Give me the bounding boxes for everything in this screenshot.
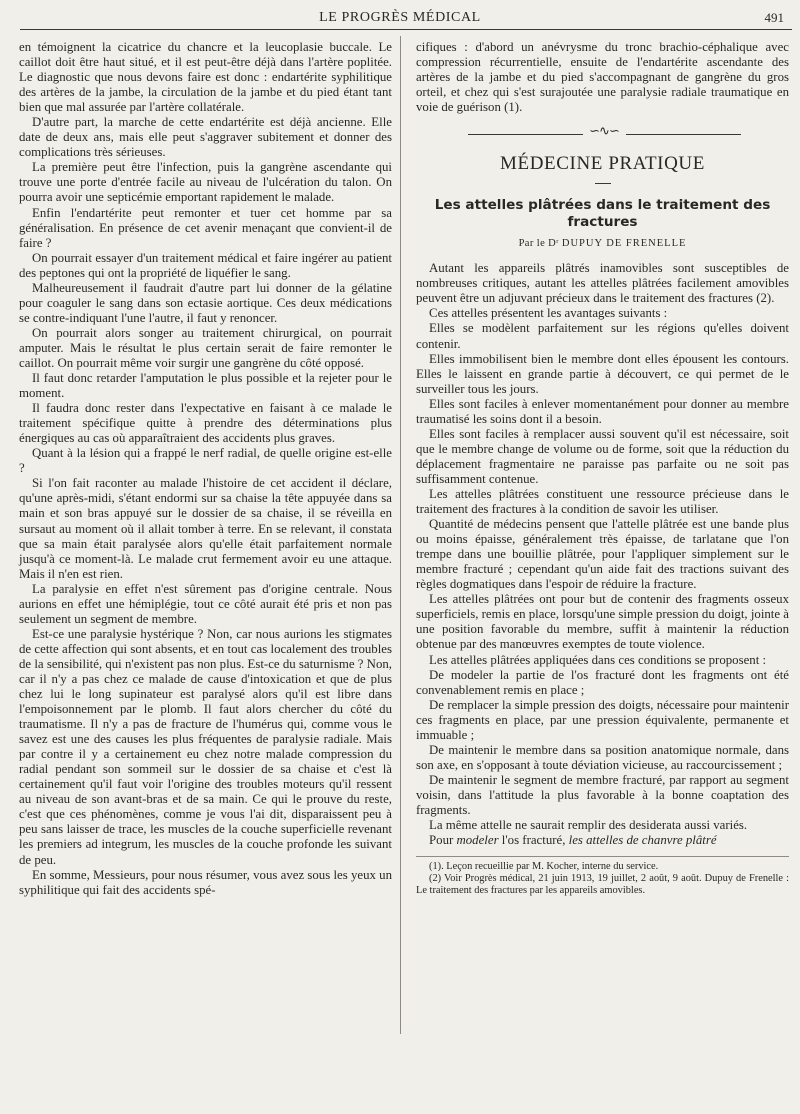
paragraph: On pourrait alors songer au traitement chirurgical, on pourrait amputer. Mais le résultat le plus certain serait de faire remonter le caillot. On pourrait même voir surgir une gangrène du côté opposé. (19, 325, 392, 370)
paragraph: Il faudra donc rester dans l'expectative en faisant à ce malade le traitement spécifique quitte à prendre des déterminations plus énergiques au cas où apparaîtraient des accidents plus graves. (19, 401, 392, 446)
paragraph: Ces attelles présentent les avantages suivants : (429, 306, 668, 321)
paragraph: Quantité de médecins pensent que l'attelle plâtrée est une bande plus ou moins épaisse, généralement très épaisse, de tarlatane que l'on trempe dans une bouillie plâtrée, pour l'appliquer simplement sur le membre fracturé ; cependant qu'un aide fait des tractions suivant des règles dogmatiques dans l'espoir de réduire la fracture. (416, 517, 789, 592)
paragraph: De maintenir le segment de membre fracturé, par rapport au segment voisin, dans l'attitude la plus favorable à la bonne coaptation des fragments. (416, 772, 789, 817)
byline-prefix: Par le Dʳ (518, 238, 559, 250)
paragraph: Malheureusement il faudrait d'autre part lui donner de la gélatine pour coaguler le sang dans son ectasie aortique. Ces deux médications se contre-indiquant l'une l'autre, il faut y renoncer. (19, 280, 392, 325)
paragraph: Elles sont faciles à enlever momentanément pour donner au membre traumatisé les soins dont il a besoin. (416, 396, 789, 426)
paragraph: La paralysie en effet n'est sûrement pas d'origine centrale. Nous aurions en effet une hémiplégie, tout ce côté aurait été pris et non pas seulement un segment de membre. (19, 581, 392, 626)
paragraph: De modeler la partie de l'os fracturé dont les fragments ont été convenablement remis en place ; (416, 667, 789, 697)
article-byline (416, 236, 789, 251)
journal-title: LE PROGRÈS MÉDICAL (319, 10, 481, 25)
left-column (19, 40, 392, 898)
footnotes (416, 856, 789, 897)
byline-author: DUPUY DE FRENELLE (561, 238, 687, 250)
paragraph: La même attelle ne saurait remplir des desiderata aussi variés. (429, 818, 748, 833)
paragraph: Autant les appareils plâtrés inamovibles sont susceptibles de nombreuses critiques, autant les attelles plâtrées facilement amovibles peuvent être un adjuvant précieux dans le traitement des fractures (2). (416, 261, 789, 306)
paragraph: La première peut être l'infection, puis la gangrène ascendante qui trouve une porte d'entrée facile au niveau de l'ulcération du talon. On pourra avoir une septicémie emportant rapidement le malade. (19, 160, 392, 205)
page-number: 491 (764, 10, 784, 25)
paragraph-continued: cifiques : d'abord un anévrysme du tronc brachio-céphalique avec compression récurrentielle, ensuite de l'endartérite ascendante des artères de la jambe et du pied s'accompagnant de gangrène du gros orteil, et chez qui s'est surajoutée une paralysie radiale traumatique en voie de guérison (1). (416, 40, 789, 115)
paragraph: Enfin l'endartérite peut remonter et tuer cet homme par sa généralisation. En présence de cet avenir menaçant que convient-il de faire ? (19, 205, 392, 250)
paragraph: Les attelles plâtrées appliquées dans ces conditions se proposent : (429, 652, 767, 667)
text-run: Pour (429, 833, 457, 848)
right-column (416, 40, 789, 897)
paragraph: Les attelles plâtrées ont pour but de contenir des fragments osseux superficiels, remis en place, lorsqu'une simple pression du doigt, jointe à une position favorable du membre, suffit à maintenir la réduction obtenue par des manœuvres exemptes de toute violence. (416, 592, 789, 652)
paragraph: Elles sont faciles à remplacer aussi souvent qu'il est nécessaire, soit que le membre change de volume ou de forme, soit que la réduction du déplacement fragmentaire ne paraisse pas parfaite ou ne soit pas suffisamment contenue. (416, 426, 789, 486)
paragraph: en témoignent la cicatrice du chancre et la leucoplasie buccale. Le caillot doit être haut situé, et il est peut-être déjà dans l'artère poplitée. Le diagnostic que nous devons faire est donc : endartérite syphilitique des artères de la jambe, la circulation de la jambe et du pied étant tant bien que mal assurée par l'artère collatérale. (19, 40, 392, 115)
text-run: l'os fracturé, (498, 833, 569, 848)
footnote: (2) Voir Progrès médical, 21 juin 1913, 19 juillet, 2 août, 9 août. Dupuy de Frenelle : Le traitement des fractures par les appareils amovibles. (416, 873, 789, 897)
column-divider (400, 36, 401, 1034)
ornament-swirl: ∽∿∽ (589, 123, 619, 139)
paragraph: Si l'on fait raconter au malade l'histoire de cet accident il déclare, qu'une après-midi, s'étant endormi sur sa chaise la tête appuyée dans sa main et son bras appuyé sur le dossier de sa chaise, il se réveilla en sursaut au moment où il allait tomber à terre. En se relevant, il constata que sa main était paralysée alors qu'elle était parfaitement normale jusqu'à ce moment-là. Le malade crut fermement avoir eu une attaque. Mais il n'en est rien. (19, 476, 392, 581)
paragraph-last (416, 833, 789, 848)
header-rule (20, 29, 792, 30)
italic-run: les attelles de chanvre plâtré (568, 833, 717, 848)
section-short-rule (595, 183, 611, 184)
paragraph: Elles immobilisent bien le membre dont elles épousent les contours. Elles le laissent en grande partie à découvert, ce qui permet de le surveiller tous les jours. (416, 351, 789, 396)
paragraph: Les attelles plâtrées constituent une ressource précieuse dans le traitement des fractures à la condition de savoir les utiliser. (416, 486, 789, 517)
paragraph: En somme, Messieurs, pour nous résumer, vous avez sous les yeux un syphilitique qui fait des accidents spé- (19, 867, 392, 897)
footnote: (1). Leçon recueillie par M. Kocher, interne du service. (429, 861, 659, 873)
paragraph: Il faut donc retarder l'amputation le plus possible et la rejeter pour le moment. (19, 371, 392, 401)
paragraph: Est-ce une paralysie hystérique ? Non, car nous aurions les stigmates de cette affection qui sont absents, et en tout cas localement des troubles de la sensibilité, qui n'existent pas non plus. Est-ce du saturnisme ? Non, car il n'y a pas chez ce malade de cause d'intoxication et que de plus chez lui le long supinateur est paralysé alors qu'il est libre dans l'empoisonnement par le plomb. Il faut alors chercher du côté du traumatisme. Il n'y a pas de fracture de l'humérus qui, comme vous le savez est une des causes les plus fréquentes de paralysie radiale. Mais par contre il y a certainement eu chez notre malade compression du radial pendant son sommeil sur le dossier de sa chaise et c'est là certainement qu'il faut voir l'origine des troubles moteurs qu'il ressent au niveau de son avant-bras et de sa main. Ce qui le prouve du reste, c'est que ces phénomènes, comme je vous l'ai dit, disparaissent peu à peu sans laisser de trace, les muscles de la couche superficielle revenant les premiers ad integrum, les muscles de la couche profonde les suivant de peu. (19, 626, 392, 867)
ornament-rule-right (626, 134, 741, 135)
section-title: MÉDECINE PRATIQUE (500, 153, 705, 175)
ornament-rule-left (468, 134, 583, 135)
paragraph: On pourrait essayer d'un traitement médical et faire ingérer au patient des peptones qui ont la propriété de liquéfier le sang. (19, 250, 392, 280)
paragraph: D'autre part, la marche de cette endartérite est déjà ancienne. Elle date de deux ans, mais elle peut s'aggraver subitement et donner des complications très sérieuses. (19, 115, 392, 160)
paragraph: Quant à la lésion qui a frappé le nerf radial, de quelle origine est-elle ? (19, 446, 392, 476)
paragraph: De remplacer la simple pression des doigts, nécessaire pour maintenir ces fragments en place, par une pression équivalente, permanente et immuable ; (416, 697, 789, 742)
paragraph: De maintenir le membre dans sa position anatomique normale, dans son axe, en s'opposant à toute déviation vicieuse, au raccourcissement ; (416, 742, 789, 772)
article-title: Les attelles plâtrées dans le traitement des fractures (434, 197, 771, 231)
italic-run: modeler (456, 833, 499, 848)
section-ornament (416, 119, 789, 149)
running-header (0, 7, 800, 31)
paragraph: Elles se modèlent parfaitement sur les régions qu'elles doivent contenir. (416, 321, 789, 351)
